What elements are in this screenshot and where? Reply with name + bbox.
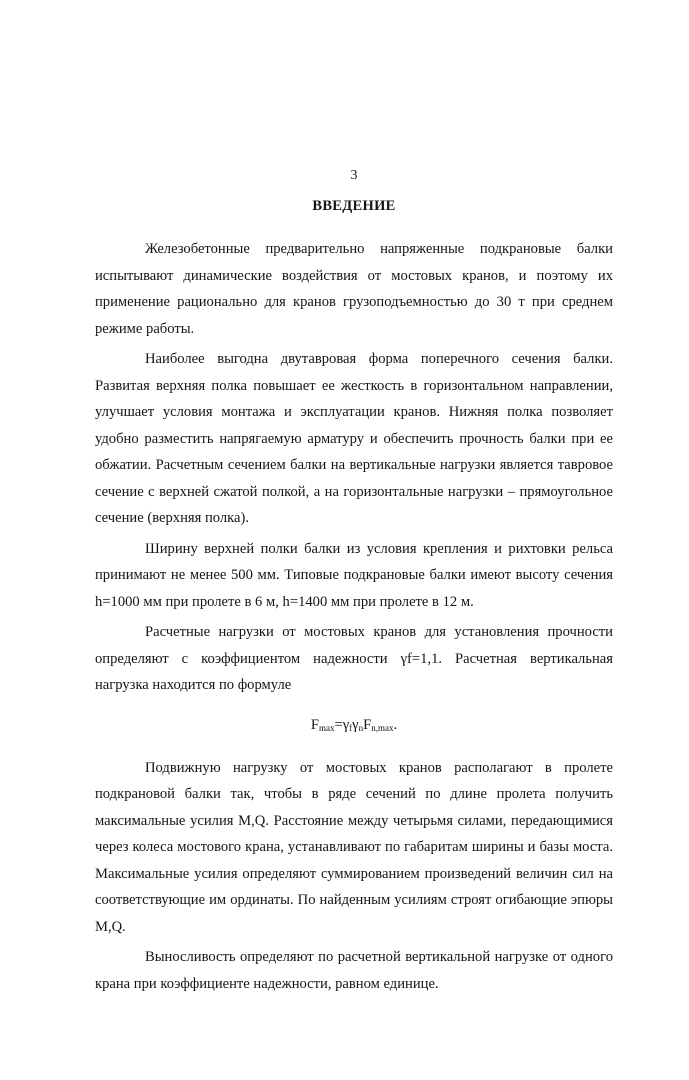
formula-end: . bbox=[393, 716, 398, 733]
paragraph-3: Ширину верхней полки балки из условия крепления и рихтовки рельса принимают не менее 500 мм. Типовые подкрановые балки имеют высоту сечения h=1000 мм при пролете в 6 м, h=1400 мм при пролете в 12 м. bbox=[95, 540, 613, 610]
formula-gamma-2: γ bbox=[352, 716, 359, 733]
formula-rhs: F bbox=[363, 716, 372, 733]
paragraph-6: Выносливость определяют по расчетной вертикальной нагрузке от одного крана при коэффициенте надежности, равном единице. bbox=[95, 949, 613, 992]
paragraph-1: Железобетонные предварительно напряженные подкрановые балки испытывают динамические воздействия от мостовых кранов, и поэтому их применение рационально для кранов грузоподъемностью до 30 т при среднем режиме работы. bbox=[95, 241, 613, 337]
formula bbox=[95, 712, 613, 741]
paragraph-2: Наиболее выгодна двутавровая форма поперечного сечения балки. Развитая верхняя полка повышает ее жесткость в горизонтальном направлении, улучшает условия монтажа и эксплуатации кранов. Нижняя полка позволяет удобно разместить напрягаемую арматуру и обеспечить прочность балки при ее обжатии. Расчетным сечением балки на вертикальные нагрузки является тавровое сечение с верхней сжатой полкой, а на горизонтальные нагрузки – прямоугольное сечение (верхняя полка). bbox=[95, 351, 613, 526]
paragraph-4: Расчетные нагрузки от мостовых кранов для установления прочности определяют с коэффициентом надежности γf=1,1. Расчетная вертикальная нагрузка находится по формуле bbox=[95, 624, 613, 693]
body-text bbox=[95, 236, 613, 997]
document-page bbox=[95, 0, 613, 1080]
formula-sub-n: n bbox=[358, 722, 364, 733]
formula-rhs-sub: n,max bbox=[371, 722, 394, 733]
formula-eq: =γ bbox=[334, 716, 350, 733]
formula-lhs-sub: max bbox=[318, 722, 335, 733]
section-title: ВВЕДЕНИЕ bbox=[312, 198, 396, 214]
page-number: 3 bbox=[350, 168, 358, 183]
formula-sub-f: f bbox=[349, 722, 353, 733]
paragraph-5: Подвижную нагрузку от мостовых кранов располагают в пролете подкрановой балки так, чтобы в ряде сечений по длине пролета получить максимальные усилия M,Q. Расстояние между четырьмя силами, передающимися через колеса мостового крана, устанавливают по габаритам ширины и базы моста. Максимальные усилия определяют суммированием произведений величин сил на соответствующие им ординаты. По найденным усилиям строят огибающие эпюры M,Q. bbox=[95, 759, 613, 935]
formula-lhs: F bbox=[310, 716, 319, 733]
